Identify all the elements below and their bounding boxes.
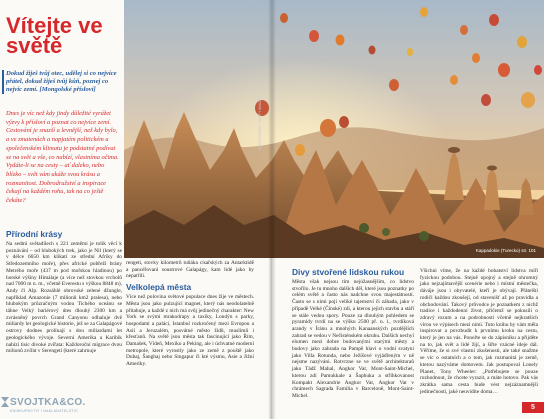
section-text: Na sedmi světadílech s 221 zeměmi je tolik věcí k poznávání – od hlubokých trek, jako je Nil (který se v délce 6650 km klikatí ze střední Afriky do Středozemního moře), přes africké pobřeží brány Metrého moře (437 m pod mořskou hladinou) po horské výšiny Himálaje (a více než stovkou vrcholů nad 7000 m n. m., včetně Everestu s výškou 8848 m), Andy či Alp. Rozsáhlé obrovské zelené džungle, například Amazonie (7 milionů km2 pralesa), nebo hlubokým průzračným vodou Tichého oceánu se táhne Velký bariérový útes dlouhý 2300 km a zvrásněný povrch Grand Canyonu odhaluje dvě miliardy let geologické historie, jež se za Galapágové ostrovy dodnes prolínají s dou miliardami let geologického vývoje. Severní Amerika a Karibik nabízí tisíc divoké zvířata: Každoroční migrace dvou milionů zvířat v Serengeti (které zahrnuje [6, 241, 122, 355]
section-text: Města však nejsou tím nejúžasnějším, co lidstvo stvořilo. Je tu mnoho dalších děl, které jsou poznatky po celém světě a často nás nadchne svou majestátností. Často se s nimi pojí veliké tajemství či záhada, jako v případě Velké (Čínské) zdi, a kterou jejich stavbu a stáří se stále vedou spory. Pouze za dlouhým pohledem se pyramidy tvrdí na se výšku 2500 př. n. l., tvrdíková arandy v Íránu a mnohých Kanaanských pozdějších zahrad se vedou v Nečisténském okruhu. Dalších nechyí elumen mezi dobre budovanými starými městy a budovy jako zahrada na Pampě hlavi o vodní svatyni jako Villa Rotunda, nebo Ježíšové vyjádřeným v ně nejsme nazýváni. Rotvrzne se ve světě architekturaů jako Tádž Mahal, Angkor Vat, Mont-Saint-Michel, kterou zdí Pamukkale a Šaphuka a stříhkovanost Kompakt Alexandrie Angkor Vat, Angkor Vat v chrámech Sagrada Família v Barceloně, Mont-Saint-Michel. [292, 279, 414, 399]
section-heading: Divy stvořené lidskou rukou [292, 267, 405, 277]
publisher-logo [0, 394, 96, 419]
section-heading: Přírodní krásy [6, 229, 63, 239]
book-gutter [268, 0, 276, 419]
cappadocia-photo [124, 0, 544, 258]
photo-credit: LONESOMBER / GETTY IMAGES [258, 96, 262, 150]
logo-mark-icon [0, 396, 10, 408]
logo-name: SVOJTKA&CO. [10, 397, 86, 408]
intro-text: Dnes je víc než kdy jindy důležité vyrážet výzvy k přísloví a poznat co nejvíce zemí. Cestování je snazší a levnější, než kdy bylo, a ve zmatenách a napjatém politickém a společenském klimatu je podstatné podívat se na svět a vše, co nabízí, vlastníma očima. Vydáte-li se na cesty – ať daleko, nebo blízko – svět vám ukáže svou krásu a rozmanitost. Dobrodružství a inspirace čekají na každém rohu, tak na co ještě čekáte? [6, 110, 119, 205]
page-title: Vítejte ve světě [6, 13, 103, 58]
section-cities [126, 260, 254, 368]
section-heading: Velkolepá města [126, 282, 192, 293]
logo-subtitle: KNIHKUPECTVÍ I NAKLADATELSTVÍ [10, 409, 78, 413]
section-people [420, 268, 538, 395]
section-text: Více než polovina světové populace dnes žije ve městech. Města jsou jako pulzující magnet, který nás neodolatelně přitahuje, a každé z nich má svůj jedinečný charakter: New York se svými mrakodrapy a taxíky, Londýn s parky, hospodami a paláci, Istanbul rozkročený mezi Evropou a Asií a Jeruzalém, posvátné město židů, muslimů i křesťanů. Na světě jsou města tak fascinující jako Řím, Damašek, Vídeň, Mexiko a Peking, ale i úchvatné moderní metropole, které vyrostly jako ze země z pouště jako Dubaj, Šanghaj nebo Singapur či kté výsmu, Asie a Jižní Ameriky. [126, 294, 254, 368]
section-text: Všichni víme, že na každé bohatství lidstva míří fyzickou podobou. Stejně opojný a stejně ohromný jako nejzajímavější scenérie nebo i místní městečka, dáváje jsou i obyvatelé, kteří je obývají. Přátelští rodiči každou zkoušejí, od stavenišť až po pravidla a obchodování. Takový průvodce je poznatkem z nichž tradice i každodenní život, přičemž se pokusili o zdravý rozum a na podrobnosti včetně nejkratších vírou ve výpisech mezi nimi. Tuto knihu by vám měla inspirovat a povzbudit k prvnímu kroku na cestu, který je jen na vás. Ponořte se do zápisníku a přijděte na to, jak svět a lidé žijí, a šiřte vzácné ideje dál. Věříme, že si své vlastní zkušenosti, ale také snažme se víc o ostatních a o tom, jak rozmanitá je země, kterou nazýváme domovem. Jak postupoval Lonely Planet, Tony Wheeler: „Potřebujete se pouze rozhodnout, že chcete vyrazit, a máte hotovo. Pak vás zkrátka sama cesta bude vést nejzáznamnější jedinečností, jaké neuvidíte doma… [420, 268, 538, 395]
section-text-continued: rengeti, stovky kilometrů tuňáka císařských za Antarktidě a pancéřovaní soustrové Galapágy, kam lidé jako by nepatřili. [126, 260, 254, 280]
page-number: 5 [522, 402, 544, 413]
section-natural-beauty [6, 230, 122, 355]
landscape-illustration [124, 0, 544, 258]
intro-quote: Dokud žiješ tvůj otec, udělej si co nejvíce přátel, dokud žiješ tvůj kůň, poznej co nejvíc zemí. [Mongolské přísloví] [6, 70, 120, 94]
section-man-made-wonders [292, 268, 414, 400]
photo-caption: Kappadokie (Turecko) str. 101 [475, 248, 536, 253]
